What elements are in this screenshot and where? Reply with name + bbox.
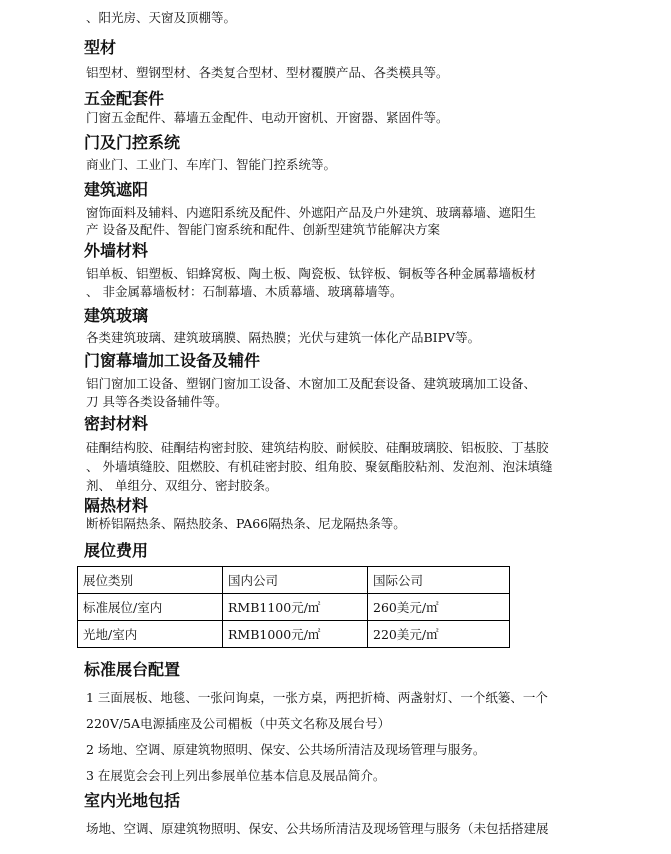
section-text-insulation: 断桥铝隔热条、隔热胶条、PA66隔热条、尼龙隔热条等。 [86, 516, 406, 531]
fees-title: 展位费用 [84, 541, 149, 560]
fees-cell-international: 220美元/㎡ [368, 621, 510, 648]
section-text-equipment-2: 刀 具等各类设备辅件等。 [86, 394, 228, 409]
standard-booth-title: 标准展台配置 [84, 660, 181, 679]
fees-row [78, 594, 510, 621]
section-text-equipment-1: 铝门窗加工设备、塑钢门窗加工设备、木窗加工及配套设备、建筑玻璃加工设备、 [86, 376, 537, 391]
section-title-shading: 建筑遮阳 [84, 180, 149, 199]
section-title-sealing: 密封材料 [84, 414, 149, 433]
section-text-doors: 商业门、工业门、车库门、智能门控系统等。 [86, 157, 337, 172]
fees-header-international: 国际公司 [368, 567, 510, 594]
fees-cell-domestic: RMB1100元/㎡ [223, 594, 368, 621]
standard-booth-line-4: 3 在展览会会刊上列出参展单位基本信息及展品简介。 [86, 768, 386, 783]
fees-header-domestic: 国内公司 [223, 567, 368, 594]
standard-booth-line-3: 2 场地、空调、原建筑物照明、保安、公共场所清洁及现场管理与服务。 [86, 742, 486, 757]
fees-table [77, 566, 510, 648]
section-text-shading-1: 窗饰面料及辅料、内遮阳系统及配件、外遮阳产品及户外建筑、玻璃幕墙、遮阳生 [86, 205, 537, 220]
section-title-insulation: 隔热材料 [84, 496, 149, 515]
section-title-glass: 建筑玻璃 [84, 306, 149, 325]
indoor-space-title: 室内光地包括 [84, 791, 181, 810]
section-text-shading-2: 产 设备及配件、智能门窗系统和配件、创新型建筑节能解决方案 [86, 222, 440, 237]
fees-cell-type: 光地/室内 [78, 621, 223, 648]
section-text-sealing-2: 、 外墙填缝胶、阻燃胶、有机硅密封胶、组角胶、聚氨酯胶粘剂、发泡剂、泡沫填缝 [86, 459, 553, 474]
fees-cell-domestic: RMB1000元/㎡ [223, 621, 368, 648]
section-title-profiles: 型材 [84, 38, 117, 57]
fees-row [78, 621, 510, 648]
fees-header-type: 展位类别 [78, 567, 223, 594]
section-text-profiles: 铝型材、塑钢型材、各类复合型材、型材覆膜产品、各类模具等。 [86, 65, 449, 80]
section-title-doors: 门及门控系统 [84, 133, 181, 152]
section-title-equipment: 门窗幕墙加工设备及辅件 [84, 351, 261, 370]
section-text-facade-1: 铝单板、铝塑板、铝蜂窝板、陶土板、陶瓷板、钛锌板、铜板等各种金属幕墙板材 [86, 266, 537, 281]
fees-header-row [78, 567, 510, 594]
section-title-hardware: 五金配套件 [84, 89, 165, 108]
indoor-space-line-1: 场地、空调、原建筑物照明、保安、公共场所清洁及现场管理与服务（未包括搭建展 [86, 821, 549, 836]
standard-booth-line-1: 1 三面展板、地毯、一张问询桌，一张方桌，两把折椅、两盏射灯、一个纸篓、一个 [86, 690, 548, 705]
section-text-hardware: 门窗五金配件、幕墙五金配件、电动开窗机、开窗器、紧固件等。 [86, 110, 449, 125]
section-text-sealing-3: 剂、 单组分、双组分、密封胶条。 [86, 478, 278, 493]
section-text-sealing-1: 硅酮结构胶、硅酮结构密封胶、建筑结构胶、耐候胶、硅酮玻璃胶、铝板胶、丁基胶 [86, 440, 549, 455]
section-text-facade-2: 、 非金属幕墙板材：石制幕墙、木质幕墙、玻璃幕墙等。 [86, 284, 403, 299]
standard-booth-line-2: 220V/5A电源插座及公司楣板（中英文名称及展台号） [86, 716, 391, 731]
intro-line: 、阳光房、天窗及顶棚等。 [86, 10, 237, 25]
fees-cell-type: 标准展位/室内 [78, 594, 223, 621]
section-text-glass: 各类建筑玻璃、建筑玻璃膜、隔热膜；光伏与建筑一体化产品BIPV等。 [86, 330, 481, 345]
fees-cell-international: 260美元/㎡ [368, 594, 510, 621]
section-title-facade: 外墙材料 [84, 241, 149, 260]
